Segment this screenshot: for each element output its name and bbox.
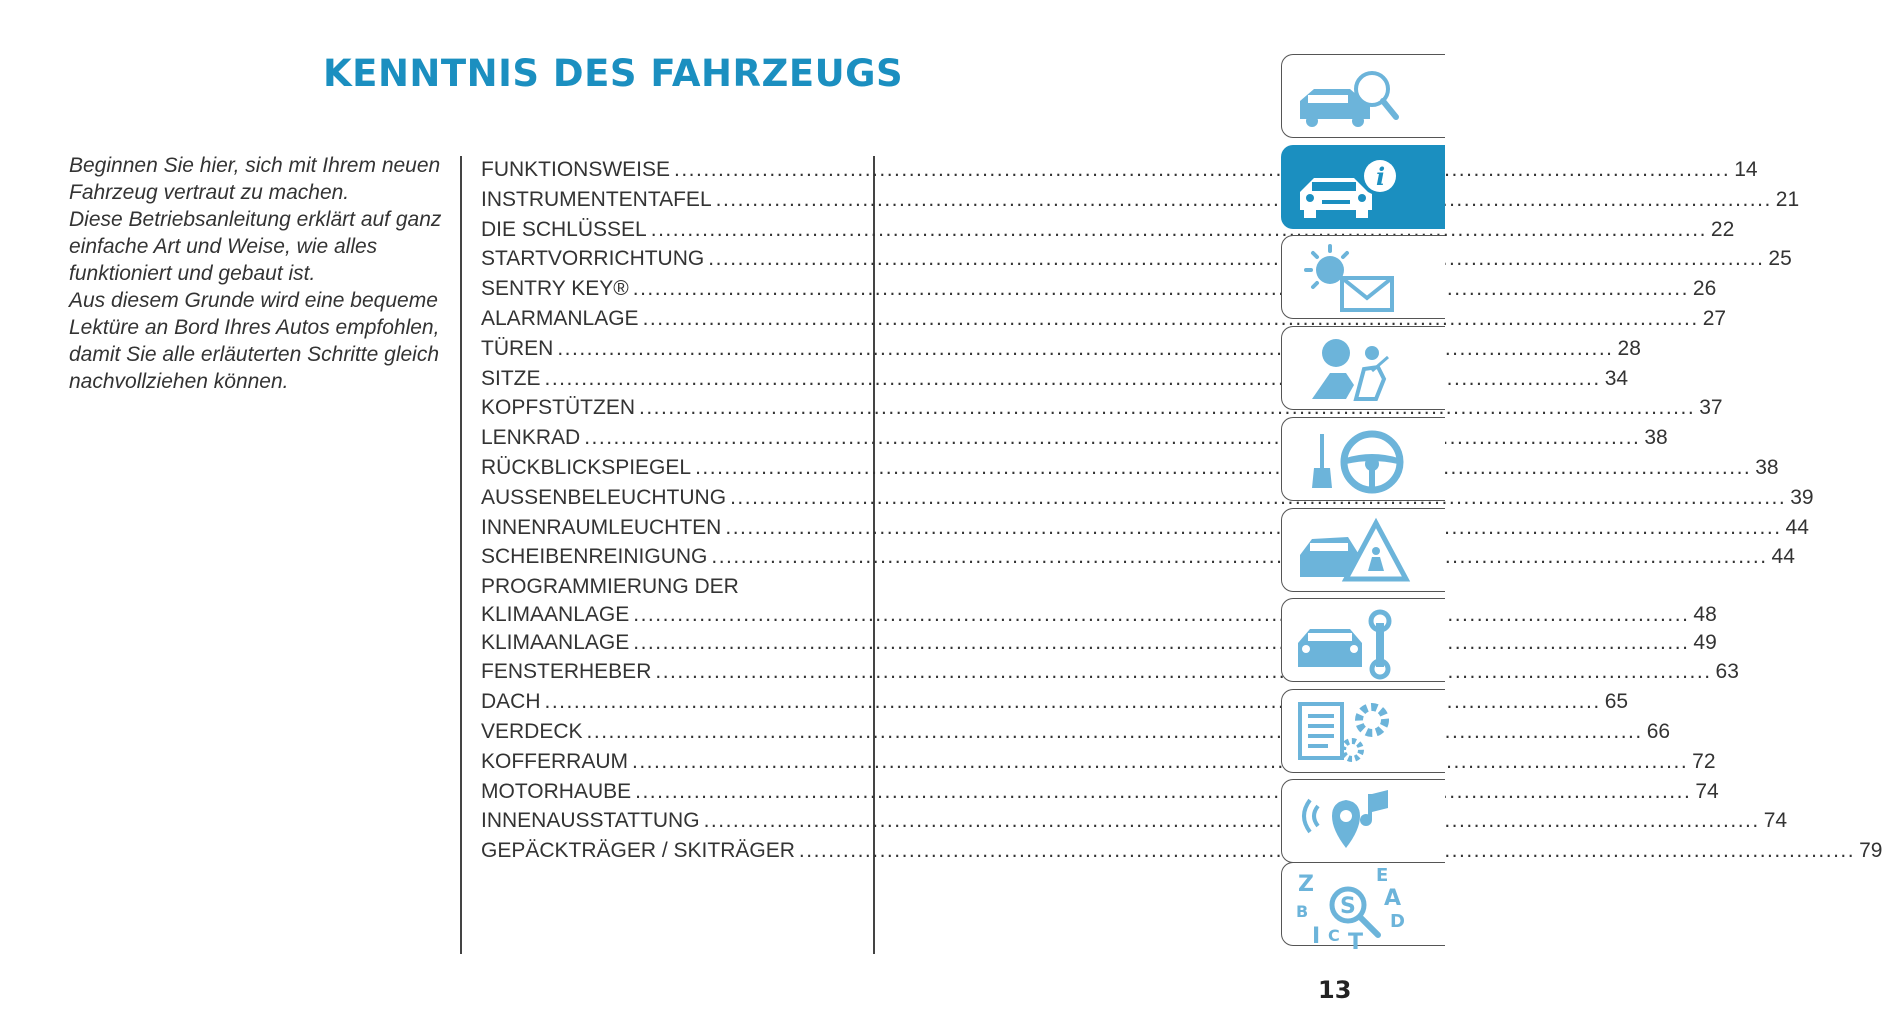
toc-entry-page: 49	[1693, 630, 1717, 654]
dot-leader	[587, 717, 1643, 747]
dot-leader	[711, 542, 1767, 572]
toc-entry-label: AUSSENBELEUCHTUNG	[481, 485, 727, 509]
toc-entry-page: 79	[1859, 839, 1882, 863]
toc-entry-page: 65	[1604, 690, 1629, 714]
chapter-tab[interactable]	[1281, 145, 1445, 229]
chapter-tab[interactable]	[1281, 598, 1445, 682]
dot-leader	[704, 806, 1760, 836]
chapter-title: KENNTNIS DES FAHRZEUGS	[323, 52, 904, 95]
toc-entry-label: LENKRAD	[481, 426, 581, 450]
toc-entry[interactable]	[481, 483, 1814, 513]
chapter-tab[interactable]	[1281, 326, 1445, 410]
toc-entry-label: PROGRAMMIERUNG DER	[481, 575, 739, 599]
toc-entry[interactable]	[481, 244, 1792, 274]
toc-entry-page: 37	[1699, 396, 1723, 420]
toc-entry-label: KOPFSTÜTZEN	[481, 396, 636, 420]
svg-text:D: D	[1390, 911, 1405, 932]
toc-entry[interactable]	[481, 215, 1735, 245]
toc-entry[interactable]	[481, 687, 1629, 717]
specs-gears-icon	[1292, 696, 1412, 768]
toc-entry-page: 38	[1755, 455, 1779, 479]
intro-text	[69, 152, 449, 395]
toc-entry-label: KOFFERRAUM	[481, 749, 628, 773]
toc-entry-label: SCHEIBENREINIGUNG	[481, 545, 708, 569]
toc-entry[interactable]	[481, 364, 1629, 394]
airbag-safety-icon	[1292, 333, 1412, 405]
toc-entry[interactable]	[481, 572, 1717, 628]
toc-entry[interactable]	[481, 836, 1882, 866]
svg-text:i: i	[1376, 162, 1386, 191]
toc-entry-label: STARTVORRICHTUNG	[481, 247, 705, 271]
dot-leader	[674, 155, 1730, 185]
toc-entry-label: DACH	[481, 690, 541, 714]
toc-entry[interactable]	[481, 155, 1758, 185]
toc-entry[interactable]	[481, 542, 1795, 572]
dot-leader	[655, 657, 1711, 687]
toc-entry-page: 28	[1617, 336, 1641, 360]
toc-entry-label: INNENAUSSTATTUNG	[481, 809, 700, 833]
dot-leader	[708, 244, 1764, 274]
svg-text:Z: Z	[1298, 872, 1314, 897]
toc-entry-page: 14	[1734, 158, 1758, 181]
toc-entry[interactable]	[481, 717, 1671, 747]
toc-entry-label: GEPÄCKTRÄGER / SKITRÄGER	[481, 839, 795, 863]
media-music-icon	[1292, 786, 1412, 858]
toc-entry-page: 34	[1604, 366, 1629, 390]
dot-leader	[725, 513, 1781, 543]
toc-entry[interactable]	[481, 777, 1719, 807]
dot-leader	[639, 393, 1695, 423]
toc-entry-label: ALARMANLAGE	[481, 306, 639, 330]
gear-lever-steering-wheel-icon	[1292, 424, 1412, 496]
toc-entry-label: KLIMAANLAGE	[481, 602, 630, 626]
warning-light-message-icon	[1292, 242, 1412, 314]
toc-entry[interactable]	[481, 185, 1800, 215]
table-of-contents	[481, 155, 1882, 866]
toc-entry-page: 21	[1775, 187, 1800, 211]
toc-entry[interactable]	[481, 747, 1716, 777]
toc-entry-page: 66	[1646, 720, 1671, 744]
index-alphabet-icon	[1292, 865, 1412, 955]
toc-entry-page: 63	[1715, 660, 1739, 684]
toc-entry[interactable]	[481, 334, 1641, 364]
chapter-tab[interactable]	[1281, 862, 1445, 955]
dot-leader	[633, 602, 1689, 628]
chapter-tab[interactable]	[1281, 508, 1445, 592]
toc-entry-page: 44	[1771, 545, 1795, 569]
chapter-tab[interactable]	[1281, 779, 1445, 863]
toc-entry-label: FUNKTIONSWEISE	[481, 158, 671, 181]
chapter-tab[interactable]	[1281, 235, 1445, 319]
toc-entry[interactable]	[481, 274, 1717, 304]
toc-entry[interactable]	[481, 304, 1727, 334]
toc-entry-page: 27	[1702, 306, 1727, 330]
dot-leader	[584, 423, 1640, 453]
dot-leader	[730, 483, 1786, 513]
toc-entry-label: INSTRUMENTENTAFEL	[481, 187, 712, 211]
toc-entry[interactable]	[481, 806, 1788, 836]
toc-entry[interactable]	[481, 513, 1809, 543]
intro-paragraph: Diese Betriebsanleitung erklärt auf ganz einfache Art und Weise, wie alles funktioniert und gebaut ist.	[69, 208, 442, 285]
toc-entry-page: 22	[1710, 217, 1735, 241]
toc-entry-page: 25	[1768, 247, 1792, 271]
toc-entry[interactable]	[481, 453, 1779, 483]
svg-text:E: E	[1376, 865, 1389, 886]
svg-text:B: B	[1296, 902, 1309, 921]
toc-entry-label: TÜREN	[481, 336, 554, 360]
page-number: 13	[1318, 976, 1352, 1004]
car-info-icon	[1292, 152, 1412, 224]
svg-text:I: I	[1312, 924, 1321, 949]
dot-leader	[557, 334, 1613, 364]
toc-entry-label: VERDECK	[481, 720, 583, 744]
toc-entry-label: MOTORHAUBE	[481, 779, 632, 803]
dot-leader	[633, 628, 1689, 658]
toc-entry-page: 38	[1644, 426, 1668, 450]
toc-entry-page: 44	[1785, 515, 1809, 539]
svg-text:S: S	[1340, 894, 1356, 919]
toc-entry-page: 48	[1693, 602, 1717, 626]
toc-entry-page: 74	[1763, 809, 1788, 833]
svg-text:A: A	[1384, 886, 1402, 911]
intro-paragraph: Beginnen Sie hier, sich mit Ihrem neuen Fahrzeug vertraut zu machen.	[69, 154, 441, 204]
toc-entry-label: INNENRAUMLEUCHTEN	[481, 515, 722, 539]
intro-paragraph: Aus diesem Grunde wird eine bequeme Lektüre an Bord Ihres Autos empfohlen, damit Sie alle erläuterten Schritte gleich nachvollziehen können.	[69, 289, 440, 393]
toc-entry-label: SITZE	[481, 366, 541, 390]
column-divider	[460, 156, 462, 954]
dot-leader	[633, 274, 1689, 304]
toc-entry[interactable]	[481, 657, 1739, 687]
svg-text:T: T	[1348, 930, 1364, 955]
toc-entry-page: 72	[1692, 749, 1716, 773]
toc-entry-label: DIE SCHLÜSSEL	[481, 217, 647, 241]
toc-entry-label: KLIMAANLAGE	[481, 630, 630, 654]
toc-entry-label: SENTRY KEY®	[481, 277, 629, 301]
toc-entry[interactable]	[481, 423, 1668, 453]
toc-entry[interactable]	[481, 393, 1723, 423]
toc-entry-page: 26	[1692, 277, 1717, 301]
car-warning-triangle-icon	[1292, 515, 1412, 587]
dot-leader	[632, 747, 1688, 777]
toc-entry-label: FENSTERHEBER	[481, 660, 652, 684]
dot-leader	[651, 215, 1707, 245]
toc-entry-label: RÜCKBLICKSPIEGEL	[481, 455, 692, 479]
car-wrench-icon	[1292, 605, 1412, 677]
dot-leader	[716, 185, 1772, 215]
chapter-tab[interactable]	[1281, 54, 1445, 138]
toc-entry-page: 74	[1695, 779, 1719, 803]
toc-entry[interactable]	[481, 628, 1717, 658]
dot-leader	[643, 304, 1699, 334]
chapter-tab[interactable]	[1281, 417, 1445, 501]
toc-entry-page: 39	[1790, 485, 1814, 509]
dot-leader	[635, 777, 1691, 807]
chapter-tab[interactable]	[1281, 689, 1445, 773]
dot-leader	[695, 453, 1751, 483]
car-magnifier-icon	[1292, 61, 1412, 133]
svg-text:C: C	[1328, 926, 1340, 945]
